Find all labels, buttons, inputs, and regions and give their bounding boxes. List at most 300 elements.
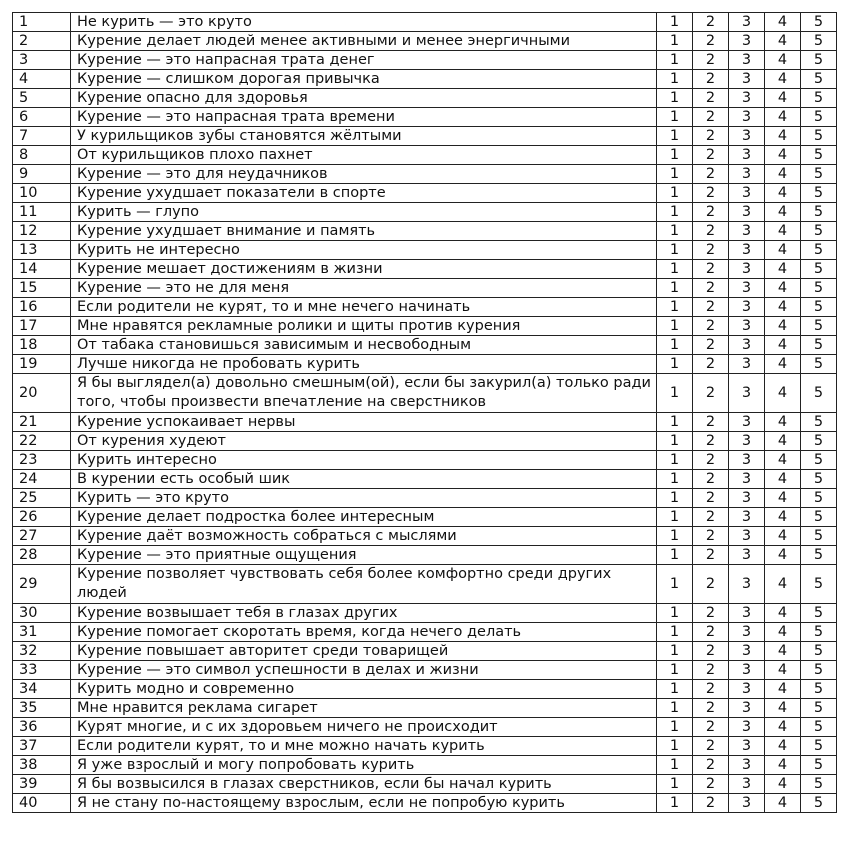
rating-option-1[interactable]: 1 — [657, 489, 693, 508]
rating-option-1[interactable]: 1 — [657, 470, 693, 489]
rating-option-1[interactable]: 1 — [657, 298, 693, 317]
statement-row — [13, 699, 837, 718]
rating-option-2[interactable]: 2 — [693, 298, 729, 317]
rating-option-2[interactable]: 2 — [693, 127, 729, 146]
rating-option-2[interactable]: 2 — [693, 317, 729, 336]
statement-number: 29 — [13, 565, 71, 604]
rating-option-2[interactable]: 2 — [693, 718, 729, 737]
statement-row — [13, 13, 837, 32]
rating-option-5[interactable]: 5 — [801, 508, 837, 527]
statement-number: 19 — [13, 355, 71, 374]
statement-number: 28 — [13, 546, 71, 565]
statement-row — [13, 737, 837, 756]
statement-row — [13, 165, 837, 184]
rating-option-3[interactable]: 3 — [729, 718, 765, 737]
rating-option-1[interactable]: 1 — [657, 317, 693, 336]
rating-option-5[interactable]: 5 — [801, 108, 837, 127]
rating-option-4[interactable]: 4 — [765, 432, 801, 451]
rating-option-4[interactable]: 4 — [765, 13, 801, 32]
rating-option-4[interactable]: 4 — [765, 451, 801, 470]
statement-row — [13, 146, 837, 165]
statement-number: 13 — [13, 241, 71, 260]
rating-option-3[interactable]: 3 — [729, 298, 765, 317]
statement-row — [13, 432, 837, 451]
statement-text: Курение даёт возможность собраться с мыслями — [71, 527, 657, 546]
rating-option-1[interactable]: 1 — [657, 451, 693, 470]
statement-number: 15 — [13, 279, 71, 298]
rating-option-4[interactable]: 4 — [765, 413, 801, 432]
rating-option-2[interactable]: 2 — [693, 241, 729, 260]
rating-option-3[interactable]: 3 — [729, 222, 765, 241]
rating-option-5[interactable]: 5 — [801, 317, 837, 336]
statement-text: Курение — слишком дорогая привычка — [71, 70, 657, 89]
rating-option-2[interactable]: 2 — [693, 51, 729, 70]
rating-option-3[interactable]: 3 — [729, 565, 765, 604]
rating-option-4[interactable]: 4 — [765, 508, 801, 527]
statement-row — [13, 470, 837, 489]
statement-text: Курение — это для неудачников — [71, 165, 657, 184]
rating-option-4[interactable]: 4 — [765, 775, 801, 794]
rating-option-5[interactable]: 5 — [801, 642, 837, 661]
rating-option-3[interactable]: 3 — [729, 32, 765, 51]
statement-number: 7 — [13, 127, 71, 146]
rating-option-1[interactable]: 1 — [657, 70, 693, 89]
rating-option-5[interactable]: 5 — [801, 70, 837, 89]
rating-option-2[interactable]: 2 — [693, 623, 729, 642]
rating-option-2[interactable]: 2 — [693, 737, 729, 756]
statement-row — [13, 623, 837, 642]
rating-option-3[interactable]: 3 — [729, 470, 765, 489]
rating-option-3[interactable]: 3 — [729, 775, 765, 794]
rating-option-1[interactable]: 1 — [657, 623, 693, 642]
rating-option-2[interactable]: 2 — [693, 70, 729, 89]
statement-row — [13, 661, 837, 680]
statement-row — [13, 317, 837, 336]
rating-option-3[interactable]: 3 — [729, 336, 765, 355]
rating-option-5[interactable]: 5 — [801, 680, 837, 699]
rating-option-3[interactable]: 3 — [729, 70, 765, 89]
rating-option-3[interactable]: 3 — [729, 260, 765, 279]
rating-option-5[interactable]: 5 — [801, 336, 837, 355]
statement-row — [13, 260, 837, 279]
statement-text: Курение — это приятные ощущения — [71, 546, 657, 565]
rating-option-3[interactable]: 3 — [729, 165, 765, 184]
rating-option-4[interactable]: 4 — [765, 489, 801, 508]
rating-option-2[interactable]: 2 — [693, 13, 729, 32]
rating-option-1[interactable]: 1 — [657, 680, 693, 699]
rating-option-3[interactable]: 3 — [729, 13, 765, 32]
rating-option-1[interactable]: 1 — [657, 89, 693, 108]
rating-option-3[interactable]: 3 — [729, 108, 765, 127]
rating-option-4[interactable]: 4 — [765, 70, 801, 89]
rating-option-1[interactable]: 1 — [657, 146, 693, 165]
rating-option-5[interactable]: 5 — [801, 279, 837, 298]
rating-option-2[interactable]: 2 — [693, 699, 729, 718]
rating-option-5[interactable]: 5 — [801, 413, 837, 432]
rating-option-3[interactable]: 3 — [729, 680, 765, 699]
rating-option-4[interactable]: 4 — [765, 203, 801, 222]
statement-text: Курение — это напрасная трата времени — [71, 108, 657, 127]
statement-row — [13, 203, 837, 222]
rating-option-1[interactable]: 1 — [657, 203, 693, 222]
rating-option-4[interactable]: 4 — [765, 89, 801, 108]
statement-text: Курить не интересно — [71, 241, 657, 260]
rating-option-1[interactable]: 1 — [657, 699, 693, 718]
statement-number: 9 — [13, 165, 71, 184]
rating-option-5[interactable]: 5 — [801, 489, 837, 508]
statement-text: Курение — это символ успешности в делах и жизни — [71, 661, 657, 680]
rating-option-4[interactable]: 4 — [765, 642, 801, 661]
rating-option-2[interactable]: 2 — [693, 203, 729, 222]
rating-option-3[interactable]: 3 — [729, 413, 765, 432]
rating-option-2[interactable]: 2 — [693, 89, 729, 108]
statement-text: Я не стану по-настоящему взрослым, если не попробую курить — [71, 794, 657, 813]
statement-number: 1 — [13, 13, 71, 32]
statement-number: 17 — [13, 317, 71, 336]
rating-option-4[interactable]: 4 — [765, 184, 801, 203]
rating-option-5[interactable]: 5 — [801, 127, 837, 146]
rating-option-5[interactable]: 5 — [801, 604, 837, 623]
rating-option-1[interactable]: 1 — [657, 756, 693, 775]
statement-row — [13, 451, 837, 470]
rating-option-5[interactable]: 5 — [801, 661, 837, 680]
rating-option-1[interactable]: 1 — [657, 374, 693, 413]
statement-text: От курильщиков плохо пахнет — [71, 146, 657, 165]
rating-option-1[interactable]: 1 — [657, 279, 693, 298]
rating-option-2[interactable]: 2 — [693, 489, 729, 508]
rating-option-5[interactable]: 5 — [801, 146, 837, 165]
rating-option-2[interactable]: 2 — [693, 756, 729, 775]
statement-text: Курение успокаивает нервы — [71, 413, 657, 432]
statement-row — [13, 108, 837, 127]
rating-option-3[interactable]: 3 — [729, 432, 765, 451]
statement-number: 27 — [13, 527, 71, 546]
rating-option-2[interactable]: 2 — [693, 546, 729, 565]
rating-option-3[interactable]: 3 — [729, 661, 765, 680]
statement-row — [13, 508, 837, 527]
rating-option-1[interactable]: 1 — [657, 165, 693, 184]
rating-option-2[interactable]: 2 — [693, 32, 729, 51]
statement-text: Я бы выглядел(а) довольно смешным(ой), если бы закурил(а) только ради того, чтобы произвести впечатление на сверстников — [71, 374, 657, 413]
rating-option-3[interactable]: 3 — [729, 546, 765, 565]
statement-number: 16 — [13, 298, 71, 317]
statement-text: Курение — это напрасная трата денег — [71, 51, 657, 70]
rating-option-2[interactable]: 2 — [693, 108, 729, 127]
rating-option-4[interactable]: 4 — [765, 355, 801, 374]
rating-option-4[interactable]: 4 — [765, 127, 801, 146]
rating-option-1[interactable]: 1 — [657, 642, 693, 661]
statement-text: Не курить — это круто — [71, 13, 657, 32]
rating-option-5[interactable]: 5 — [801, 241, 837, 260]
rating-option-4[interactable]: 4 — [765, 604, 801, 623]
rating-option-3[interactable]: 3 — [729, 241, 765, 260]
rating-option-5[interactable]: 5 — [801, 565, 837, 604]
rating-option-4[interactable]: 4 — [765, 794, 801, 813]
statement-row — [13, 336, 837, 355]
statement-number: 8 — [13, 146, 71, 165]
rating-option-4[interactable]: 4 — [765, 165, 801, 184]
rating-option-5[interactable]: 5 — [801, 184, 837, 203]
rating-option-3[interactable]: 3 — [729, 203, 765, 222]
rating-option-2[interactable]: 2 — [693, 565, 729, 604]
rating-option-1[interactable]: 1 — [657, 336, 693, 355]
rating-option-5[interactable]: 5 — [801, 355, 837, 374]
statement-text: Курить модно и современно — [71, 680, 657, 699]
statement-row — [13, 32, 837, 51]
statement-number: 24 — [13, 470, 71, 489]
statement-row — [13, 680, 837, 699]
rating-option-1[interactable]: 1 — [657, 51, 693, 70]
rating-option-2[interactable]: 2 — [693, 642, 729, 661]
rating-option-4[interactable]: 4 — [765, 546, 801, 565]
rating-option-2[interactable]: 2 — [693, 604, 729, 623]
rating-option-5[interactable]: 5 — [801, 451, 837, 470]
statement-number: 14 — [13, 260, 71, 279]
rating-option-5[interactable]: 5 — [801, 51, 837, 70]
rating-option-1[interactable]: 1 — [657, 794, 693, 813]
rating-option-2[interactable]: 2 — [693, 355, 729, 374]
rating-option-3[interactable]: 3 — [729, 756, 765, 775]
rating-option-3[interactable]: 3 — [729, 508, 765, 527]
statement-number: 30 — [13, 604, 71, 623]
rating-option-5[interactable]: 5 — [801, 775, 837, 794]
statement-text: Курение опасно для здоровья — [71, 89, 657, 108]
statement-text: Курить интересно — [71, 451, 657, 470]
rating-option-3[interactable]: 3 — [729, 737, 765, 756]
rating-option-3[interactable]: 3 — [729, 604, 765, 623]
statement-text: Курить — это круто — [71, 489, 657, 508]
rating-option-4[interactable]: 4 — [765, 108, 801, 127]
rating-option-5[interactable]: 5 — [801, 699, 837, 718]
rating-option-2[interactable]: 2 — [693, 661, 729, 680]
rating-option-3[interactable]: 3 — [729, 146, 765, 165]
rating-option-2[interactable]: 2 — [693, 279, 729, 298]
questionnaire-wrapper — [12, 12, 837, 813]
statement-number: 39 — [13, 775, 71, 794]
rating-option-2[interactable]: 2 — [693, 260, 729, 279]
rating-option-1[interactable]: 1 — [657, 260, 693, 279]
rating-option-3[interactable]: 3 — [729, 642, 765, 661]
statement-number: 26 — [13, 508, 71, 527]
statement-number: 25 — [13, 489, 71, 508]
statement-text: Если родители курят, то и мне можно начать курить — [71, 737, 657, 756]
rating-option-2[interactable]: 2 — [693, 432, 729, 451]
rating-option-2[interactable]: 2 — [693, 470, 729, 489]
statement-row — [13, 222, 837, 241]
statement-row — [13, 127, 837, 146]
rating-option-2[interactable]: 2 — [693, 222, 729, 241]
rating-option-1[interactable]: 1 — [657, 108, 693, 127]
statement-number: 20 — [13, 374, 71, 413]
statement-text: Курение повышает авторитет среди товарищей — [71, 642, 657, 661]
rating-option-4[interactable]: 4 — [765, 51, 801, 70]
rating-option-2[interactable]: 2 — [693, 165, 729, 184]
rating-option-4[interactable]: 4 — [765, 260, 801, 279]
statement-number: 10 — [13, 184, 71, 203]
statement-text: Лучше никогда не пробовать курить — [71, 355, 657, 374]
rating-option-4[interactable]: 4 — [765, 241, 801, 260]
statement-number: 11 — [13, 203, 71, 222]
statement-number: 3 — [13, 51, 71, 70]
rating-option-1[interactable]: 1 — [657, 13, 693, 32]
rating-option-4[interactable]: 4 — [765, 222, 801, 241]
rating-option-1[interactable]: 1 — [657, 355, 693, 374]
rating-option-4[interactable]: 4 — [765, 527, 801, 546]
rating-option-3[interactable]: 3 — [729, 279, 765, 298]
rating-option-2[interactable]: 2 — [693, 374, 729, 413]
rating-option-4[interactable]: 4 — [765, 661, 801, 680]
rating-option-5[interactable]: 5 — [801, 756, 837, 775]
statement-number: 37 — [13, 737, 71, 756]
rating-option-2[interactable]: 2 — [693, 508, 729, 527]
rating-option-4[interactable]: 4 — [765, 565, 801, 604]
rating-option-2[interactable]: 2 — [693, 146, 729, 165]
rating-option-5[interactable]: 5 — [801, 623, 837, 642]
statement-number: 23 — [13, 451, 71, 470]
rating-option-5[interactable]: 5 — [801, 32, 837, 51]
statement-number: 31 — [13, 623, 71, 642]
rating-option-3[interactable]: 3 — [729, 451, 765, 470]
rating-option-2[interactable]: 2 — [693, 184, 729, 203]
statement-row — [13, 565, 837, 604]
rating-option-3[interactable]: 3 — [729, 89, 765, 108]
rating-option-3[interactable]: 3 — [729, 374, 765, 413]
rating-option-4[interactable]: 4 — [765, 718, 801, 737]
statement-text: Мне нравится реклама сигарет — [71, 699, 657, 718]
statement-text: Если родители не курят, то и мне нечего начинать — [71, 298, 657, 317]
rating-option-1[interactable]: 1 — [657, 432, 693, 451]
statement-text: Курение делает людей менее активными и менее энергичными — [71, 32, 657, 51]
rating-option-1[interactable]: 1 — [657, 241, 693, 260]
statement-row — [13, 70, 837, 89]
statement-number: 6 — [13, 108, 71, 127]
rating-option-4[interactable]: 4 — [765, 374, 801, 413]
rating-option-4[interactable]: 4 — [765, 737, 801, 756]
rating-option-2[interactable]: 2 — [693, 413, 729, 432]
rating-option-5[interactable]: 5 — [801, 374, 837, 413]
rating-option-4[interactable]: 4 — [765, 623, 801, 642]
rating-option-4[interactable]: 4 — [765, 279, 801, 298]
rating-option-3[interactable]: 3 — [729, 51, 765, 70]
statement-row — [13, 756, 837, 775]
statement-text: От табака становишься зависимым и несвободным — [71, 336, 657, 355]
statement-number: 34 — [13, 680, 71, 699]
rating-option-1[interactable]: 1 — [657, 184, 693, 203]
rating-option-3[interactable]: 3 — [729, 699, 765, 718]
statement-text: Курение делает подростка более интересным — [71, 508, 657, 527]
statement-rows — [13, 13, 837, 813]
statement-row — [13, 642, 837, 661]
statement-number: 2 — [13, 32, 71, 51]
statement-row — [13, 241, 837, 260]
rating-option-1[interactable]: 1 — [657, 508, 693, 527]
rating-option-5[interactable]: 5 — [801, 260, 837, 279]
rating-option-2[interactable]: 2 — [693, 527, 729, 546]
rating-option-5[interactable]: 5 — [801, 222, 837, 241]
rating-option-3[interactable]: 3 — [729, 489, 765, 508]
rating-option-1[interactable]: 1 — [657, 32, 693, 51]
rating-option-4[interactable]: 4 — [765, 298, 801, 317]
rating-option-5[interactable]: 5 — [801, 298, 837, 317]
rating-option-5[interactable]: 5 — [801, 89, 837, 108]
rating-option-5[interactable]: 5 — [801, 794, 837, 813]
statement-row — [13, 298, 837, 317]
rating-option-4[interactable]: 4 — [765, 470, 801, 489]
rating-option-5[interactable]: 5 — [801, 546, 837, 565]
rating-option-1[interactable]: 1 — [657, 527, 693, 546]
rating-option-5[interactable]: 5 — [801, 432, 837, 451]
rating-option-5[interactable]: 5 — [801, 527, 837, 546]
rating-option-2[interactable]: 2 — [693, 680, 729, 699]
rating-option-1[interactable]: 1 — [657, 222, 693, 241]
statement-text: Я бы возвысился в глазах сверстников, если бы начал курить — [71, 775, 657, 794]
rating-option-4[interactable]: 4 — [765, 699, 801, 718]
statement-row — [13, 374, 837, 413]
rating-option-5[interactable]: 5 — [801, 737, 837, 756]
rating-option-3[interactable]: 3 — [729, 527, 765, 546]
rating-option-1[interactable]: 1 — [657, 413, 693, 432]
rating-option-3[interactable]: 3 — [729, 355, 765, 374]
statement-text: Мне нравятся рекламные ролики и щиты против курения — [71, 317, 657, 336]
statement-row — [13, 604, 837, 623]
statement-text: Курение ухудшает показатели в спорте — [71, 184, 657, 203]
rating-option-1[interactable]: 1 — [657, 718, 693, 737]
statement-text: У курильщиков зубы становятся жёлтыми — [71, 127, 657, 146]
statement-number: 38 — [13, 756, 71, 775]
rating-option-1[interactable]: 1 — [657, 546, 693, 565]
rating-option-4[interactable]: 4 — [765, 336, 801, 355]
rating-option-4[interactable]: 4 — [765, 146, 801, 165]
rating-option-5[interactable]: 5 — [801, 718, 837, 737]
rating-option-2[interactable]: 2 — [693, 451, 729, 470]
rating-option-1[interactable]: 1 — [657, 737, 693, 756]
rating-option-1[interactable]: 1 — [657, 661, 693, 680]
rating-option-5[interactable]: 5 — [801, 470, 837, 489]
rating-option-4[interactable]: 4 — [765, 756, 801, 775]
rating-option-5[interactable]: 5 — [801, 203, 837, 222]
statement-text: От курения худеют — [71, 432, 657, 451]
statement-number: 4 — [13, 70, 71, 89]
rating-option-2[interactable]: 2 — [693, 336, 729, 355]
rating-option-1[interactable]: 1 — [657, 565, 693, 604]
rating-option-5[interactable]: 5 — [801, 13, 837, 32]
rating-option-3[interactable]: 3 — [729, 623, 765, 642]
rating-option-3[interactable]: 3 — [729, 127, 765, 146]
statement-text: Курят многие, и с их здоровьем ничего не происходит — [71, 718, 657, 737]
rating-option-1[interactable]: 1 — [657, 127, 693, 146]
rating-option-4[interactable]: 4 — [765, 32, 801, 51]
rating-option-2[interactable]: 2 — [693, 794, 729, 813]
statement-number: 18 — [13, 336, 71, 355]
statement-text: Курение помогает скоротать время, когда нечего делать — [71, 623, 657, 642]
statement-text: В курении есть особый шик — [71, 470, 657, 489]
rating-option-1[interactable]: 1 — [657, 604, 693, 623]
rating-option-3[interactable]: 3 — [729, 794, 765, 813]
rating-option-5[interactable]: 5 — [801, 165, 837, 184]
rating-option-3[interactable]: 3 — [729, 317, 765, 336]
statement-text: Курение ухудшает внимание и память — [71, 222, 657, 241]
statement-row — [13, 279, 837, 298]
rating-option-4[interactable]: 4 — [765, 680, 801, 699]
rating-option-3[interactable]: 3 — [729, 184, 765, 203]
statement-number: 32 — [13, 642, 71, 661]
statement-text: Я уже взрослый и могу попробовать курить — [71, 756, 657, 775]
statement-number: 33 — [13, 661, 71, 680]
statement-row — [13, 184, 837, 203]
rating-option-4[interactable]: 4 — [765, 317, 801, 336]
rating-option-2[interactable]: 2 — [693, 775, 729, 794]
rating-option-1[interactable]: 1 — [657, 775, 693, 794]
